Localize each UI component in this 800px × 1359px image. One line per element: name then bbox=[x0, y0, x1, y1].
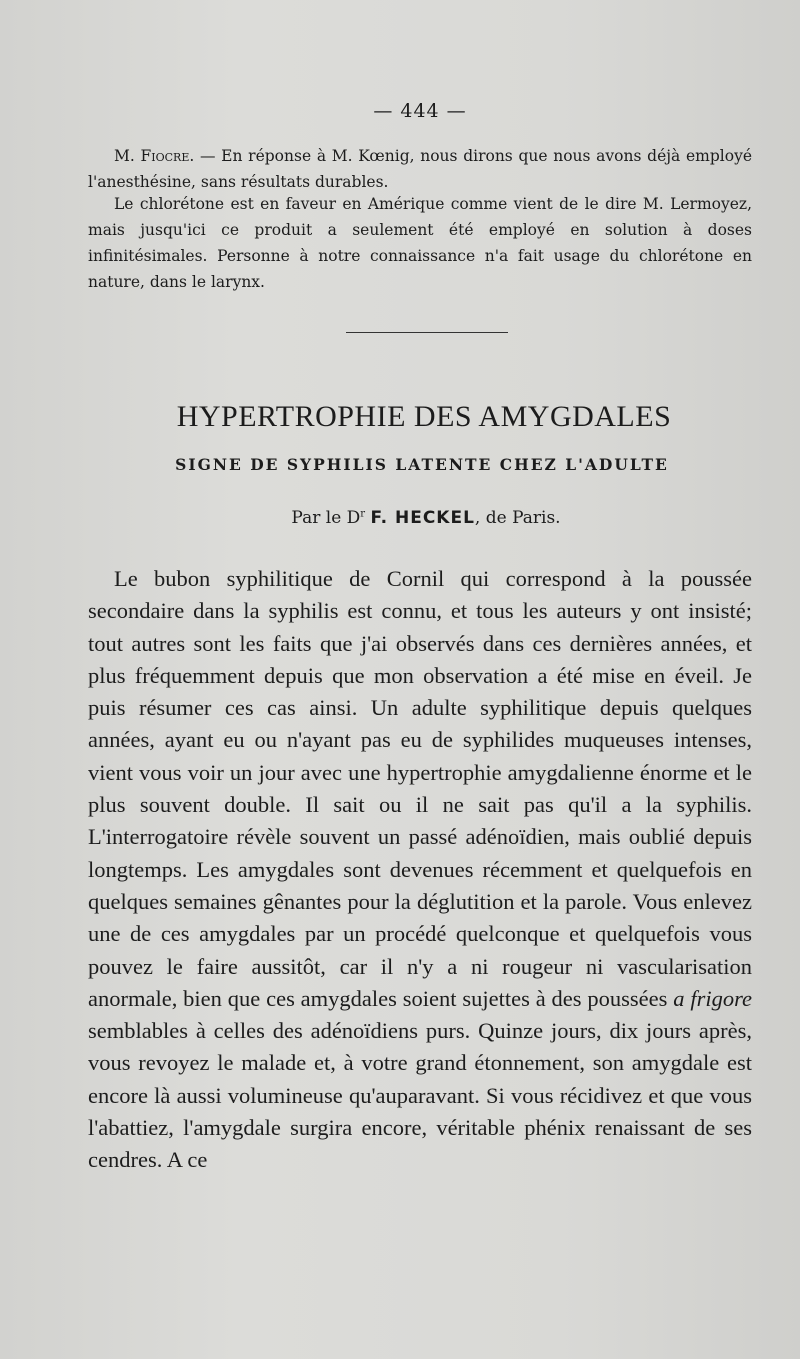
author-title-sup: r bbox=[360, 508, 366, 520]
body-text-part-1: Le bubon syphilitique de Cornil qui correspond à la poussée secondaire dans la syphilis est connu, et tous les auteurs y ont insisté; tout autres sont les faits que j'ai observés dans ces dernières années, et plus fréquemment depuis que mon observation a été mise en éveil. Je puis résumer ces cas ainsi. Un adulte syphilitique depuis quelques années, ayant eu ou n'ayant pas eu de syphilides muqueuses intenses, vient vous voir un jour avec une hypertrophie amygdalienne énorme et le plus souvent double. Il sait ou il ne sait pas qu'il a la syphilis. L'interrogatoire révèle souvent un passé adénoïdien, mais oublié depuis longtemps. Les amygdales sont devenues récemment et quelquefois en quelques semaines gênantes pour la déglutition et la parole. Vous enlevez une de ces amygdales par un procédé quelconque et quelquefois vous pouvez le faire aussitôt, car il n'y a ni rougeur ni vascularisation anormale, bien que ces amygdales soient sujettes à des poussées bbox=[88, 566, 752, 1011]
author-suffix: , de Paris. bbox=[474, 508, 561, 528]
author-prefix: Par le D bbox=[291, 508, 361, 528]
discussion-text-2: Le chlorétone est en faveur en Amérique comme vient de le dire M. Lermoyez, mais jusqu'ici ce produit a seulement été employé en solution à doses infinitésimales. Personne à notre connaissance n'a fait usage du chlorétone en nature, dans le larynx. bbox=[88, 195, 752, 291]
article-author bbox=[0, 508, 800, 528]
discussion-paragraph-1 bbox=[88, 143, 752, 195]
author-name: F. HECKEL bbox=[370, 508, 475, 528]
article-title: HYPERTROPHIE DES AMYGDALES bbox=[176, 400, 672, 433]
body-italic-phrase: a frigore bbox=[673, 985, 752, 1011]
speaker-name: M. Fiocre. bbox=[114, 147, 195, 165]
article-subtitle: SIGNE DE SYPHILIS LATENTE CHEZ L'ADULTE bbox=[175, 455, 669, 474]
discussion-text-1: — En réponse à M. Kœnig, nous dirons que nous avons déjà employé l'anesthésine, sans résultats durables. bbox=[88, 147, 753, 191]
section-divider bbox=[346, 332, 508, 333]
article-body bbox=[88, 563, 752, 1177]
body-text-part-2: semblables à celles des adénoïdiens purs. Quinze jours, dix jours après, vous revoyez le malade et, à votre grand étonnement, son amygdale est encore là aussi volumineuse qu'auparavant. Si vous récidivez et que vous l'abattiez, l'amygdale surgira encore, véritable phénix renaissant de ses cendres. A ce bbox=[88, 1018, 752, 1173]
page-number: — 444 — bbox=[373, 100, 467, 122]
discussion-paragraph-2 bbox=[88, 191, 752, 295]
